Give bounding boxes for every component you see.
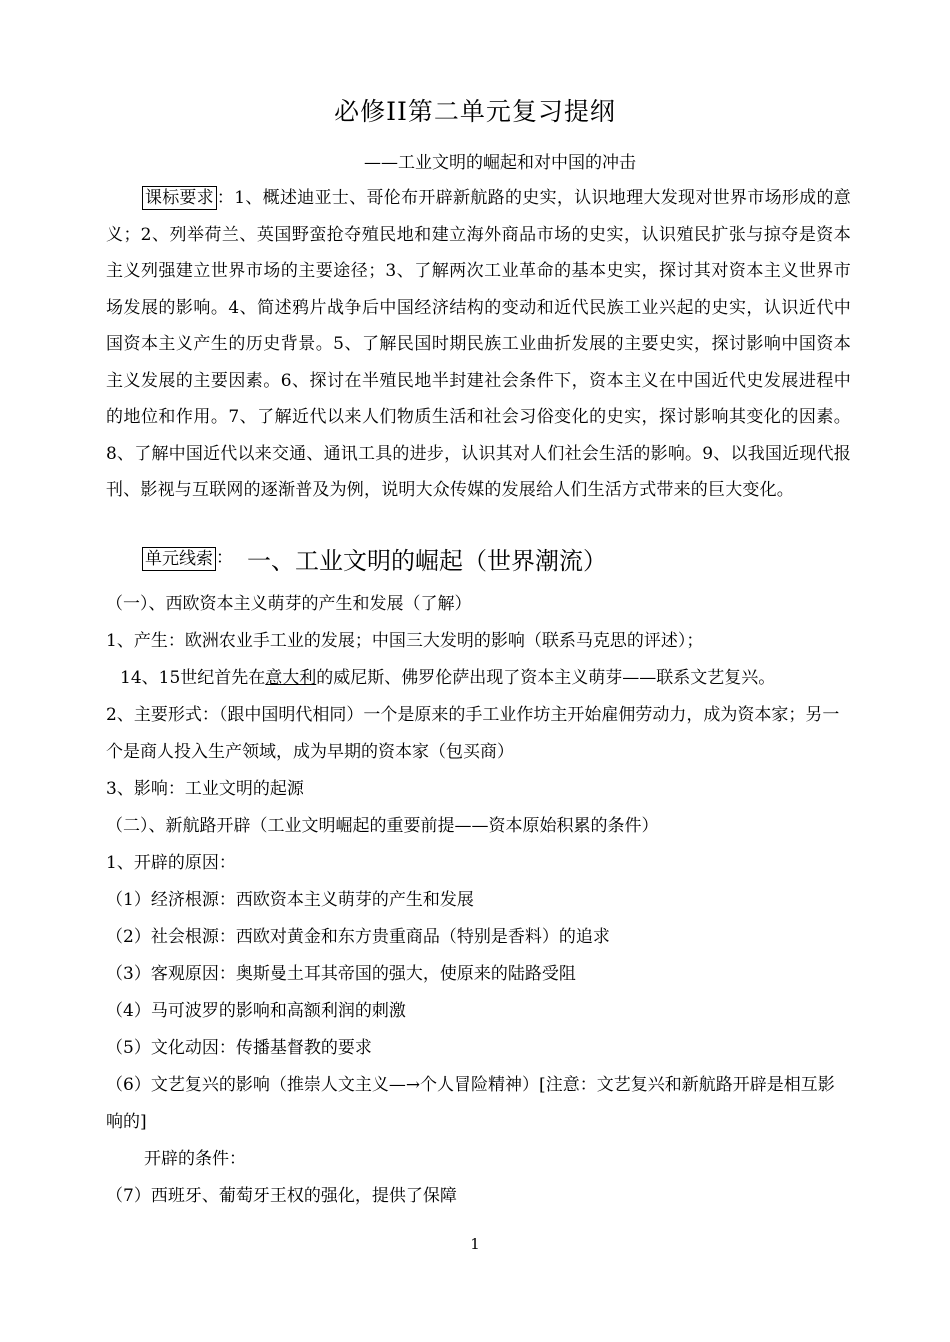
requirements-text: ：1、概述迪亚士、哥伦布开辟新航路的史实，认识地理大发现对世界市场形成的意义；2、列举荷兰、英国野蛮抢夺殖民地和建立海外商品市场的史实，认识殖民扩张与掠夺是资本主义列强建立世界市场的主要途径；3、了解两次工业革命的基本史实，探讨其对资本主义世界市场发展的影响。4、简述鸦片战争后中国经济结构的变动和近代民族工业兴起的史实，认识近代中国资本主义产生的历史背景。5、了解民国时期民族工业曲折发展的主要史实，探讨影响中国资本主义发展的主要因素。6、探讨在半殖民地半封建社会条件下，资本主义在中国近代史发展进程中的地位和作用。7、了解近代以来人们物质生活和社会习俗变化的史实，探讨影响其变化的因素。8、了解中国近代以来交通、通讯工具的进步，认识其对人们社会生活的影响。9、以我国近现代报刊、影视与互联网的逐渐普及为例，说明大众传媒的发展给人们生活方式带来的巨大变化。	[106, 188, 851, 500]
clue-colon: ：	[216, 548, 233, 568]
subsection-title-1: （一）、西欧资本主义萌芽的产生和发展（了解）	[106, 594, 472, 614]
curriculum-requirements-paragraph	[106, 180, 851, 509]
outline-line: 3、影响：工业文明的起源	[106, 779, 304, 799]
reason-item: （6）文艺复兴的影响（推崇人文主义—→个人冒险精神）[注意：文艺复兴和新航路开辟是相互影响的]	[106, 1075, 835, 1132]
outline-line: 1、产生：欧洲农业手工业的发展；中国三大发明的影响（联系马克思的评述）；	[106, 631, 704, 651]
outline-line-italy	[106, 660, 851, 697]
document-subtitle: ——工业文明的崛起和对中国的冲击	[364, 153, 636, 173]
line-text-pre: 14、15世纪首先在	[120, 668, 266, 688]
line-text-post: 的威尼斯、佛罗伦萨出现了资本主义萌芽——联系文艺复兴。	[316, 668, 776, 688]
reason-item: （5）文化动因：传播基督教的要求	[106, 1038, 372, 1058]
page-number: 1	[470, 1235, 480, 1253]
subsection-title-2: （二）、新航路开辟（工业文明崛起的重要前提——资本原始积累的条件）	[106, 816, 659, 836]
clue-label-box: 单元线索	[142, 547, 216, 571]
reason-item: （4）马可波罗的影响和高额利润的刺激	[106, 1001, 406, 1021]
unit-clue-row	[142, 541, 607, 576]
document-title: 必修II第二单元复习提纲	[334, 97, 616, 126]
reason-item: （2）社会根源：西欧对黄金和东方贵重商品（特别是香料）的追求	[106, 927, 610, 947]
requirements-label-box: 课标要求	[142, 186, 217, 210]
reason-item: （7）西班牙、葡萄牙王权的强化，提供了保障	[106, 1186, 457, 1206]
outline-line: 2、主要形式：（跟中国明代相同）一个是原来的手工业作坊主开始雇佣劳动力，成为资本家；另一个是商人投入生产领域，成为早期的资本家（包买商）	[106, 705, 840, 762]
conditions-heading: 开辟的条件：	[144, 1149, 246, 1169]
outline-body	[106, 586, 851, 1215]
underlined-term: 意大利	[265, 668, 317, 688]
outline-line: 1、开辟的原因：	[106, 853, 236, 873]
reason-item: （3）客观原因：奥斯曼土耳其帝国的强大，使原来的陆路受阻	[106, 964, 576, 984]
section-heading: 一、工业文明的崛起（世界潮流）	[247, 547, 607, 575]
reason-item: （1）经济根源：西欧资本主义萌芽的产生和发展	[106, 890, 474, 910]
